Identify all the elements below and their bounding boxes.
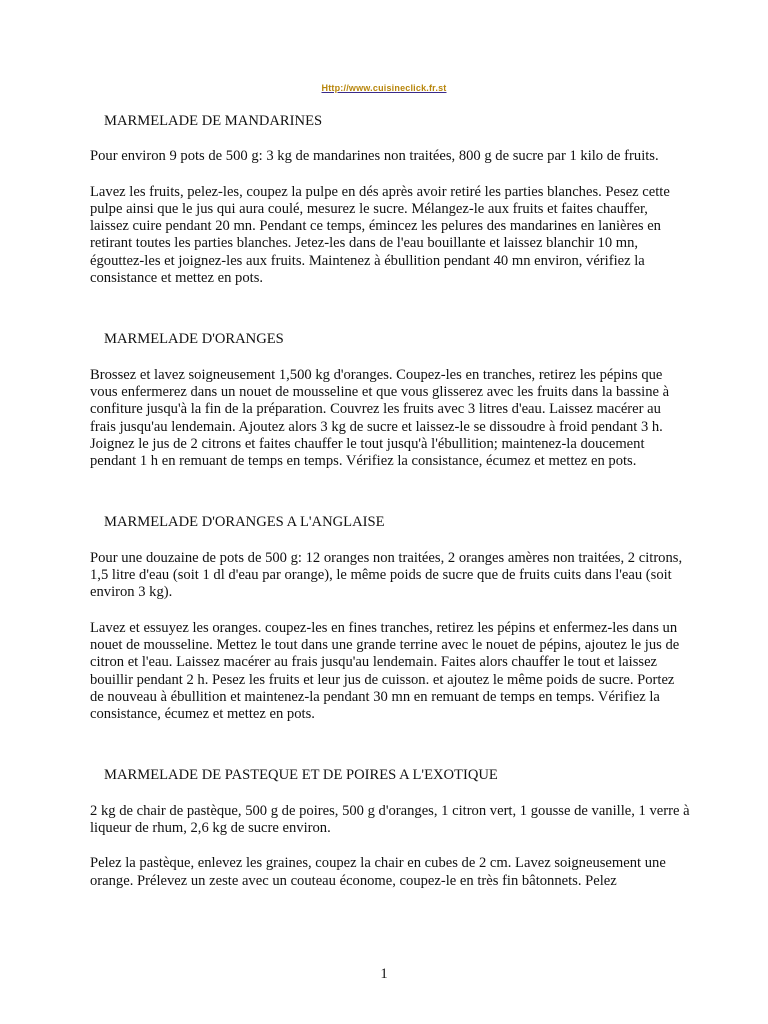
recipe-title-oranges: MARMELADE D'ORANGES	[104, 331, 284, 348]
recipe-title-oranges-anglaise: MARMELADE D'ORANGES A L'ANGLAISE	[104, 514, 385, 531]
recipe-ingredients-mandarines: Pour environ 9 pots de 500 g: 3 kg de mandarines non traitées, 800 g de sucre par 1 kilo de fruits.	[90, 148, 659, 165]
page-number: 1	[380, 966, 388, 982]
recipe-instructions-mandarines: Lavez les fruits, pelez-les, coupez la pulpe en dés après avoir retiré les parties blanches. Pesez cette pulpe ainsi que le jus qui aura coulé, mesurez le sucre. Mélangez-le aux fruits et faites chauffer, laissez cuire pendant 20 mn. Pendant ce temps, émincez les pelures des mandarines en lanières en retirant toutes les parties blanches. Jetez-les dans de l'eau bouillante et laissez blanchir 10 mn, égouttez-les et joignez-les aux fruits. Maintenez à ébullition pendant 40 mn environ, vérifiez la consistance et mettez en pots.	[90, 183, 670, 287]
recipe-title-mandarines: MARMELADE DE MANDARINES	[104, 113, 323, 129]
recipe-ingredients-oranges-anglaise: Pour une douzaine de pots de 500 g: 12 oranges non traitées, 2 oranges amères non traitées, 2 citrons, 1,5 litre d'eau (soit 1 dl d'eau par orange), le même poids de sucre que de fruits cuits dans l'eau (soit environ 3 kg).	[90, 549, 683, 601]
document-body	[90, 113, 690, 890]
site-link[interactable]: Http://www.cuisineclick.fr.st	[321, 83, 447, 93]
recipe-instructions-oranges: Brossez et lavez soigneusement 1,500 kg d'oranges. Coupez-les en tranches, retirez les pépins que vous enfermerez dans un nouet de mousseline et que vous glisserez avec les fruits dans la bassine à confiture jusqu'à la fin de la préparation. Couvrez les fruits avec 3 litres d'eau. Laissez macérer au frais jusqu'au lendemain. Ajoutez alors 3 kg de sucre et laissez-le se dissoudre à froid pendant 3 h. Joignez le jus de 2 citrons et faites chauffer le tout jusqu'à l'ébullition; maintenez-la doucement pendant 1 h en remuant de temps en temps. Vérifiez la consistance, écumez et mettez en pots.	[90, 366, 670, 470]
recipe-ingredients-pasteque-poires: 2 kg de chair de pastèque, 500 g de poires, 500 g d'oranges, 1 citron vert, 1 gousse de vanille, 1 verre à liqueur de rhum, 2,6 kg de sucre environ.	[90, 802, 690, 837]
recipe-instructions-oranges-anglaise: Lavez et essuyez les oranges. coupez-les en fines tranches, retirez les pépins et enfermez-les dans un nouet de mousseline. Mettez le tout dans une grande terrine avec le nouet de pépins, ajoutez le jus de citron et l'eau. Laissez macérer au frais jusqu'au lendemain. Faites alors chauffer le tout et laissez bouillir pendant 2 h. Pesez les fruits et leur jus de cuisson. et ajoutez le même poids de sucre. Portez de nouveau à ébullition et maintenez-la pendant 30 mn en remuant de temps en temps. Vérifiez la consistance, écumez et mettez en pots.	[90, 619, 680, 723]
recipe-title-pasteque-poires: MARMELADE DE PASTEQUE ET DE POIRES A L'EXOTIQUE	[104, 767, 498, 784]
recipe-instructions-pasteque-poires: Pelez la pastèque, enlevez les graines, coupez la chair en cubes de 2 cm. Lavez soigneusement une orange. Prélevez un zeste avec un couteau économe, coupez-le en très fin bâtonnets. Pelez	[90, 855, 666, 889]
site-link-header	[0, 83, 768, 93]
